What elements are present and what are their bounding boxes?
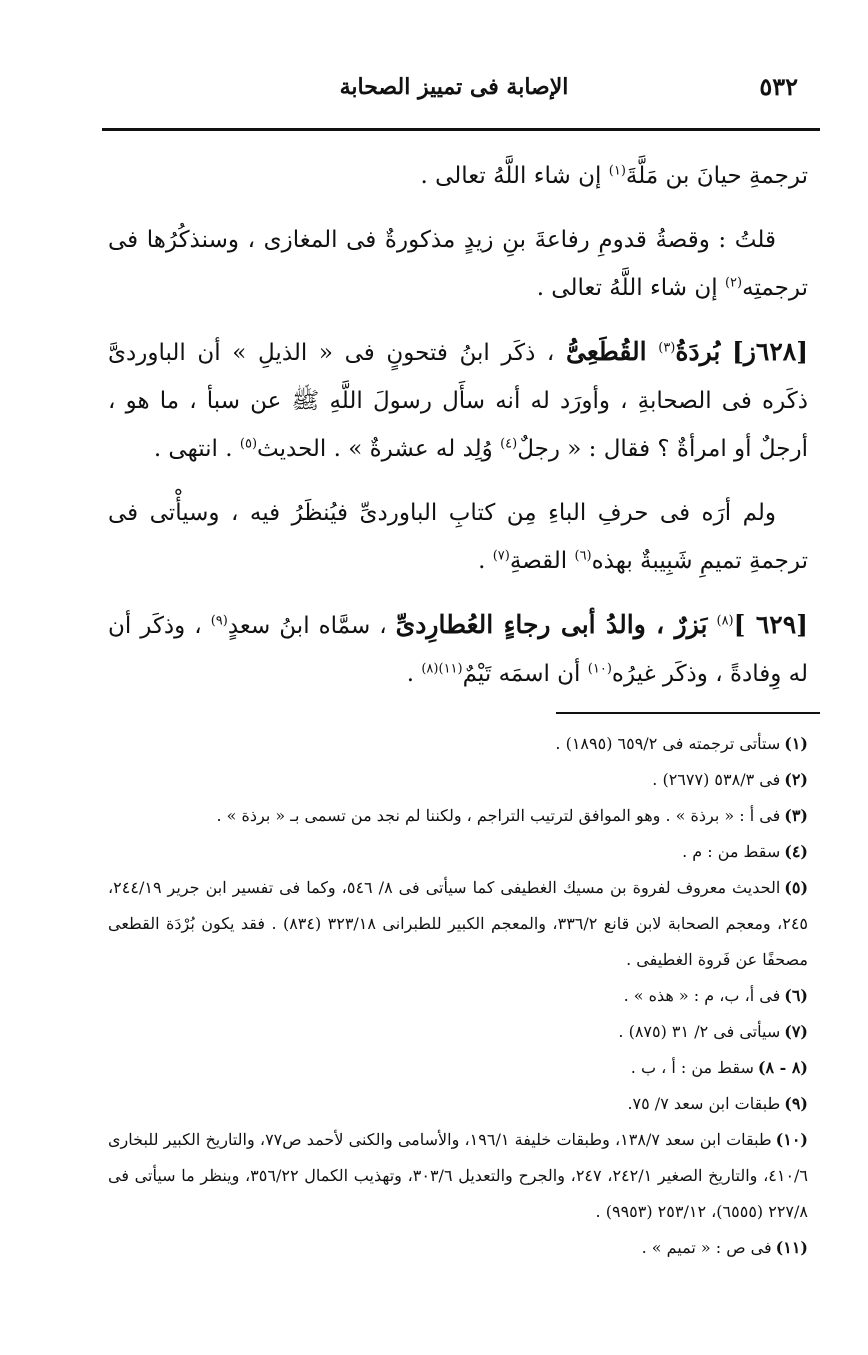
entry-nisba: القُطَعِىُّ [565, 337, 647, 366]
entry-text-c: أن اسمَه تَيْمٌ [462, 661, 588, 687]
entry-name: بُردَةُ [675, 337, 721, 366]
footnote [108, 726, 808, 762]
footnote-label: (٢) [784, 770, 808, 789]
p4-text-a: ولم أرَه فى حرفِ الباءِ مِن كتابِ الباوردىِّ فيُنظَرُ فيه ، وسيأْتى فى ترجمةِ تميمِ شَبِيبةٌ بهذه [108, 500, 808, 574]
header-divider [102, 128, 820, 131]
p1-text-b: إن شاء اللَّهُ تعالى . [420, 163, 609, 189]
footnote-ref: (٢) [724, 275, 743, 291]
running-title: الإصابة فى تمييز الصحابة [339, 74, 569, 100]
footnote [108, 870, 808, 978]
footnote-text: فى ٥٣٨/٣ (٢٦٧٧) . [652, 770, 781, 789]
p2-text-b: إن شاء اللَّهُ تعالى . [536, 275, 725, 301]
footnote [108, 1086, 808, 1122]
entry-text-c: . انتهى . [153, 436, 240, 462]
footnote-ref: (٧) [492, 548, 510, 564]
page-header [100, 72, 808, 112]
footnote [108, 1230, 808, 1266]
page-number: ٥٣٢ [759, 72, 798, 101]
footnote-ref: (٤) [500, 436, 518, 452]
footnote-divider [556, 712, 820, 714]
p1-text-a: ترجمةِ حيانَ بن مَلَّةَ [625, 163, 808, 189]
footnote-ref: (١١)(٨) [421, 661, 463, 677]
p2-text-a: قلتُ : وقصةُ قدومِ رفاعةَ بنِ زيدٍ مذكورةٌ فى المغازى ، وسنذكُرُها فى ترجمتِه [108, 227, 808, 301]
entry-628 [108, 328, 808, 473]
footnote-text: فى ص : « تميم » . [641, 1238, 772, 1257]
footnote-text: سقط من : أ ، ب . [630, 1058, 754, 1077]
footnote-ref: (٨) [716, 613, 734, 629]
footnote-label: (١) [784, 734, 808, 753]
footnote-text: سيأتى فى ٢/ ٣١ (٨٧٥) . [618, 1022, 781, 1041]
footnote [108, 1050, 808, 1086]
paragraph-1 [108, 152, 808, 200]
footnote-text: طبقات ابن سعد ١٣٨/٧، وطبقات خليفة ١٩٦/١، والأسامى والكنى لأحمد ص٧٧، والتاريخ الكبير للبخارى ٤١٠/٦، والتاريخ الصغير ٢٤٢/١، ٢٤٧، والجرح والتعديل ٣٠٣/٦، وتهذيب الكمال ٣٥٦/٢٢، وينظر ما سيأتى فى ٢٢٧/٨ (٦٥٥٥)، ٢٥٣/١٢ (٩٩٥٣) . [108, 1130, 809, 1221]
footnote-label: (٦) [784, 986, 808, 1005]
entry-number: [٦٢٨ز] [731, 337, 809, 366]
p4-text-b: القصةِ [509, 548, 575, 574]
footnote-text: الحديث معروف لفروة بن مسيك الغطيفى كما سيأتى فى ٨/ ٥٤٦، وكما فى تفسير ابن جرير ٢٤٤/١٩، ٢٤٥، ومعجم الصحابة لابن قانع ٣٣٦/٢، والمعجم الكبير للطبرانى ٣٢٣/١٨ (٨٣٤) . فقد يكون بُرْدَة القطعى مصحفًا عن فَروة الغطيفى . [108, 878, 809, 969]
footnote-text: سقط من : م . [682, 842, 781, 861]
footnote [108, 978, 808, 1014]
paragraph-2 [108, 216, 808, 312]
entry-629 [108, 601, 808, 698]
footnote-ref: (٩) [210, 613, 228, 629]
entry-text-b: ، وذكَر أن له وِفادةً ، وذكَر غيرُه [108, 613, 808, 687]
entry-number: [٦٢٩ ] [733, 610, 808, 639]
entry-text-a: ، ذكَر ابنُ فتحونٍ فى « الذيلِ » أن الباوردىَّ ذكَره فى الصحابةِ ، وأورَد له أنه سأَل رسولَ اللَّهِ ﷺ عن سبأ ، ما هو ، أرجلٌ أو امرأةٌ ؟ فقال : « رجلٌ [108, 340, 808, 462]
footnote [108, 1014, 808, 1050]
footnote-text: ستأتى ترجمته فى ٦٥٩/٢ (١٨٩٥) . [555, 734, 781, 753]
paragraph-4 [108, 489, 808, 585]
footnote-label: (٥) [784, 878, 809, 897]
footnote-ref: (١) [608, 163, 626, 179]
footnote-text: طبقات ابن سعد ٧/ ٧٥. [627, 1094, 781, 1113]
footnote-text: فى أ، ب، م : « هذه » . [623, 986, 781, 1005]
footnote-label: (٧) [784, 1022, 808, 1041]
footnotes [108, 726, 808, 1266]
footnote [108, 834, 808, 870]
footnote-label: (٤) [784, 842, 808, 861]
footnote [108, 1122, 808, 1230]
footnote-label: (٩) [784, 1094, 808, 1113]
footnote-ref: (٦) [574, 548, 592, 564]
entry-name: بَزرٌ ، والدُ أبى رجاءٍ العُطارِدىِّ [395, 610, 708, 639]
main-text [108, 152, 808, 714]
entry-text-b: وُلِد له عشرةٌ » . الحديث [257, 436, 501, 462]
entry-text-d: . [406, 661, 422, 687]
footnote-label: (١١) [775, 1238, 808, 1257]
footnote-label: (١٠) [775, 1130, 808, 1149]
footnote [108, 762, 808, 798]
footnote-ref: (٣) [658, 340, 676, 356]
footnote-label: (٣) [784, 806, 808, 825]
footnote-ref: (١٠) [587, 661, 612, 677]
footnote-label: (٨ - ٨) [757, 1058, 808, 1077]
footnote-text: فى أ : « برذة » . وهو الموافق لترتيب التراجم ، ولكننا لم نجد من تسمى بـ « برذة » . [216, 806, 781, 825]
footnote [108, 798, 808, 834]
p4-text-c: . [478, 548, 493, 574]
entry-text-a: ، سمَّاه ابنُ سعدٍ [227, 613, 387, 639]
footnote-ref: (٥) [239, 436, 258, 452]
